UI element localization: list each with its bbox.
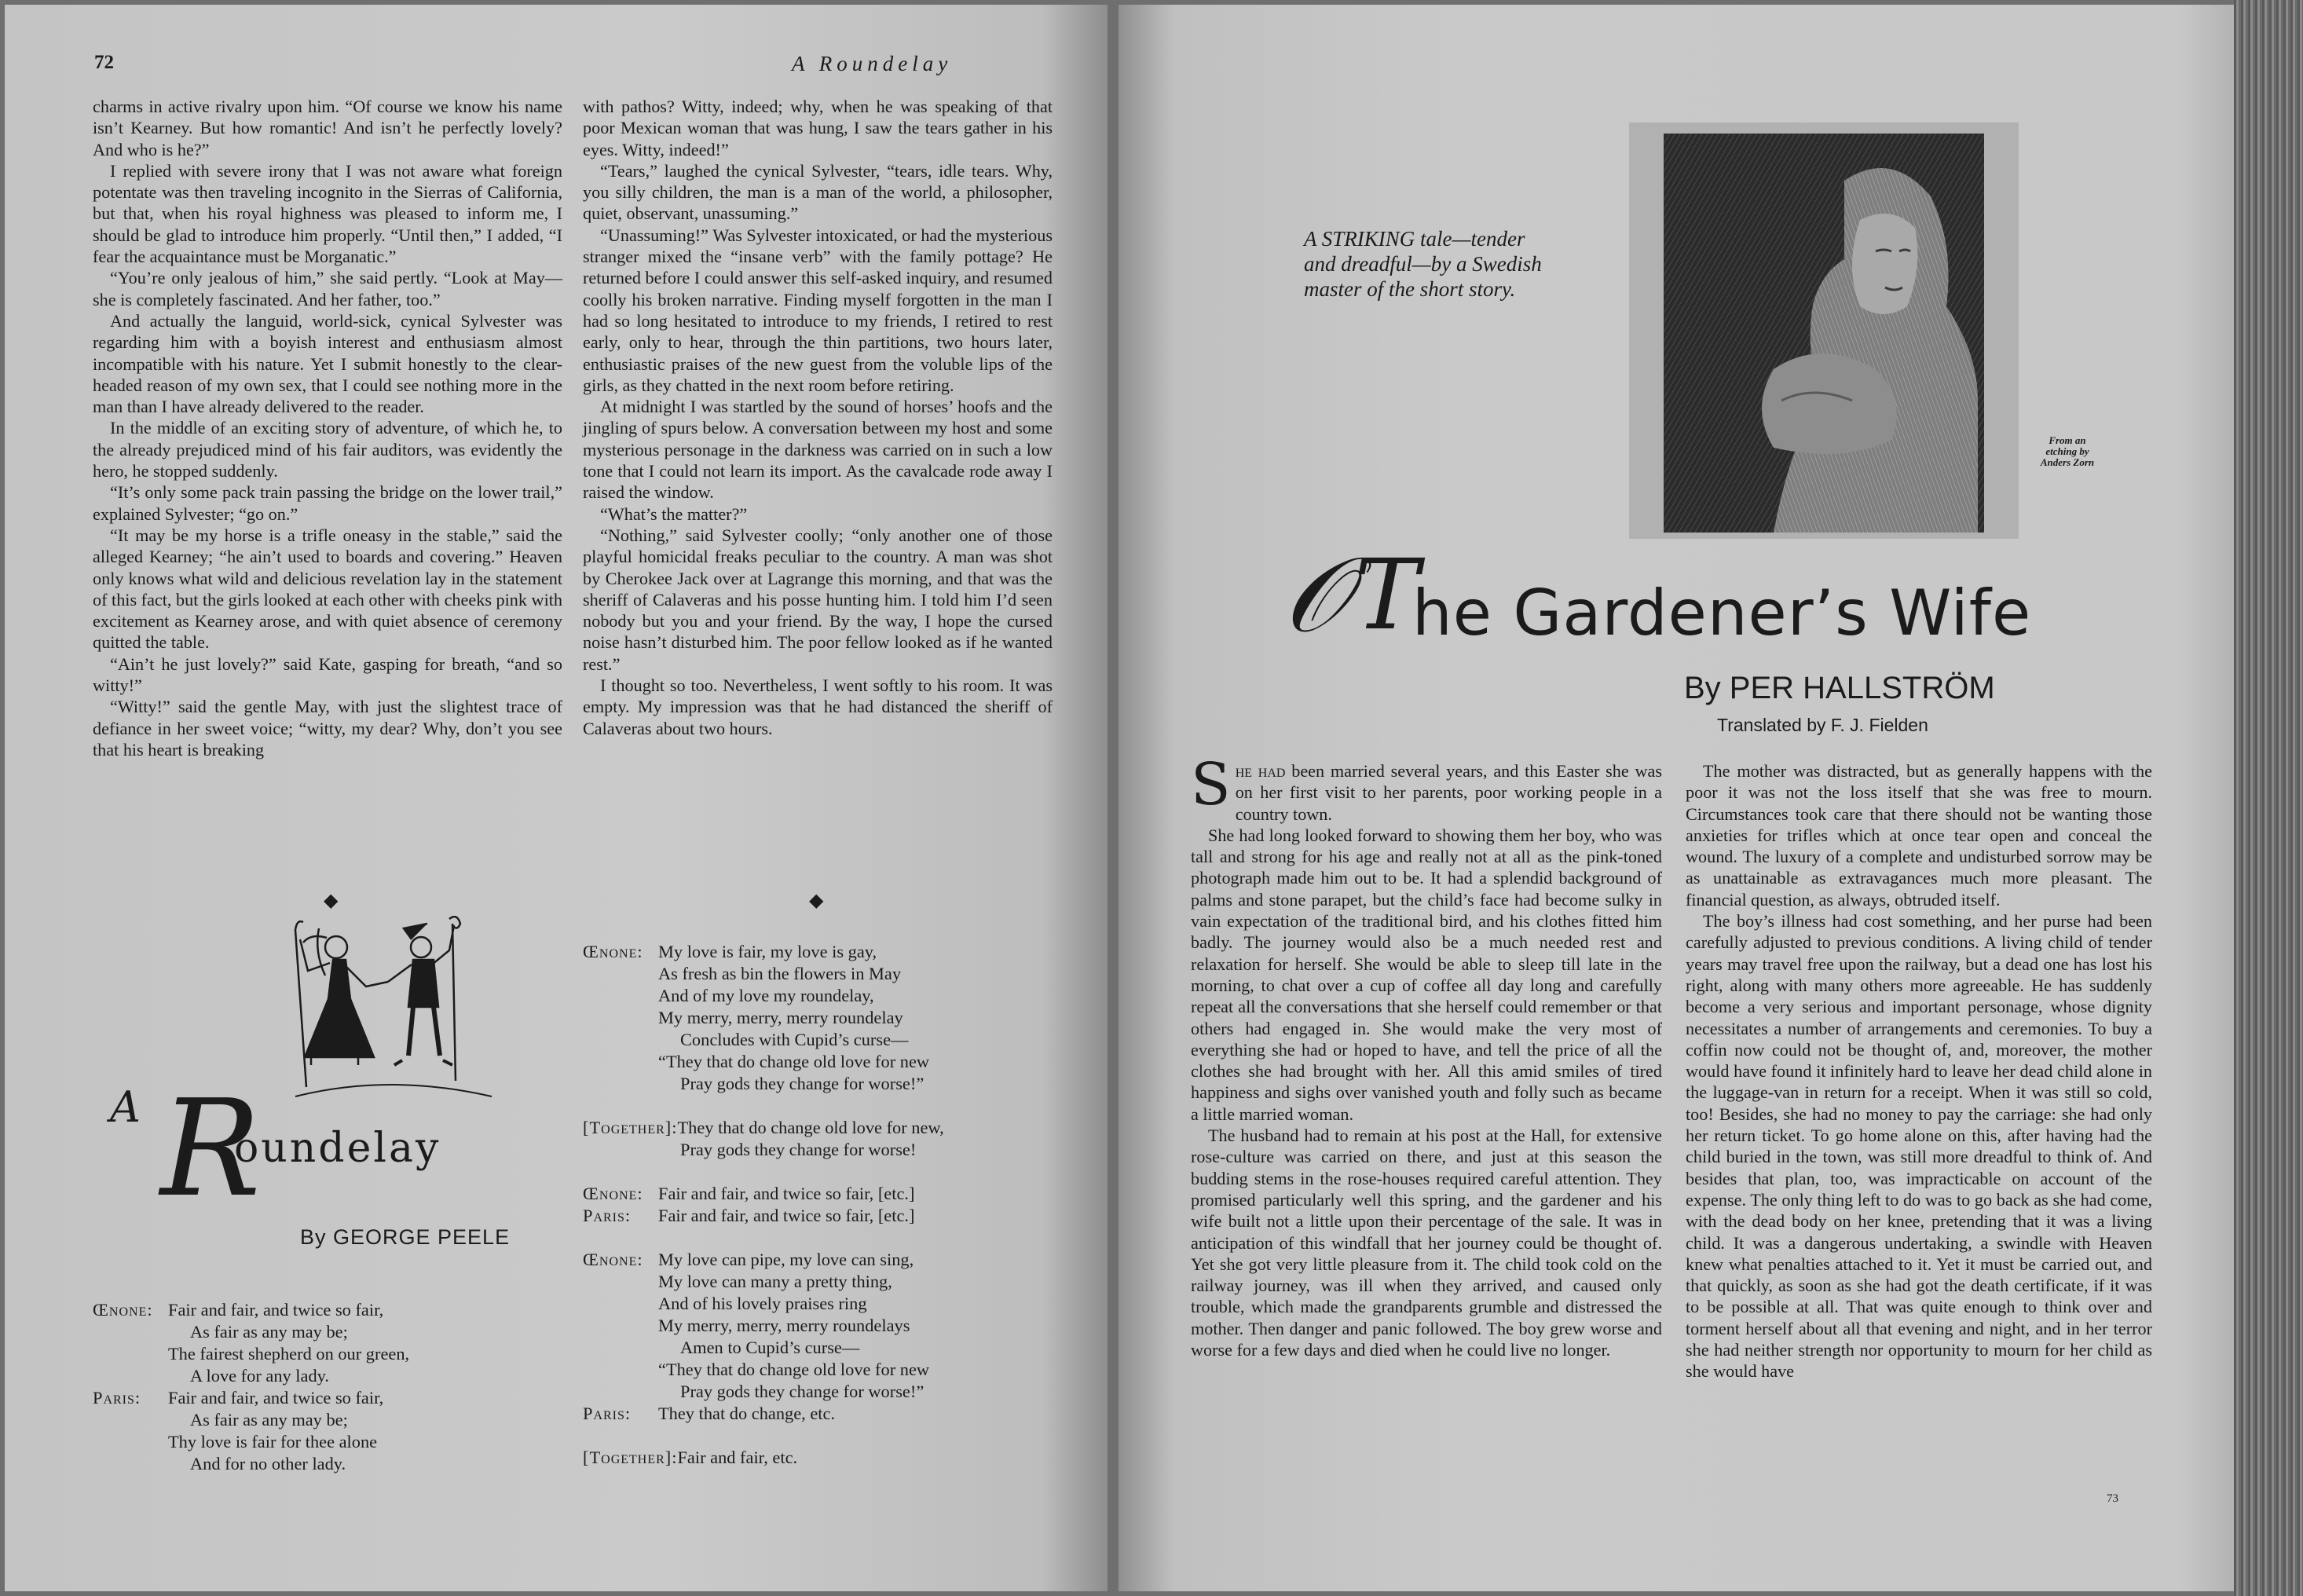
paragraph: “Tears,” laughed the cynical Sylvester, “tears, idle tears. Why, you silly children, the man is a man of the world, a philosopher, quiet, observant, unassuming.”	[583, 160, 1053, 224]
paragraph: “Witty!” said the gentle May, with just the slightest trace of defiance in her sweet voice; “witty, my dear? Why, don’t you see that his heart is breaking	[93, 697, 562, 760]
poem-line	[583, 1051, 1070, 1073]
teaser-line: and dreadful—by a Swedish	[1304, 252, 1542, 276]
poem-right-stanzas	[583, 941, 1070, 1469]
dancing-couple-illustration	[264, 916, 500, 1112]
poem-line	[583, 1381, 1070, 1403]
paragraph: The boy’s illness had cost something, and her purse had been carefully adjusted to previous conditions. A living child of tender years may travel free upon the railway, but a dead one has lost his right, along with many others more agreeable. He has suddenly become a very serious and important personage, whose dignity necessitates a number of arrangements and ceremonies. To buy a coffin now could not be thought of, and, moreover, the mother would have found it infinitely hard to leave her dead child alone in the luggage-van in return for a receipt. When it was still so cold, too! Besides, she had no money to pay the carriage: she had only her return ticket. To go home alone on this, after having had the child buried in the town, was still more dreadful to think of. And besides that plan, too, was impracticable on account of the expense. The only thing left to do was to go back as she had come, with the dead body on her knee, pretending that it was a living child. It was a dangerous undertaking, a swindle with Heaven knew what penalties attached to it. Yet it must be carried out, and that quickly, as soon as she had got the death certificate, if it was to be possible at all. That was quite enough to think over and torment herself about all that evening and night, and in her terror she had neither strength nor opportunity to mourn for her child as she would have	[1686, 911, 2152, 1382]
poem-line	[583, 1425, 1070, 1447]
poem-speaker: [Together]:	[583, 1118, 678, 1137]
poem-text: And of my love my roundelay,	[658, 986, 874, 1005]
poem-speaker: Paris:	[93, 1388, 141, 1407]
poem-line	[583, 1073, 1070, 1095]
poem-line	[583, 1447, 1070, 1469]
poem-line	[583, 1271, 1070, 1293]
poem-line	[583, 1029, 1070, 1051]
paragraph: “Unassuming!” Was Sylvester intoxicated, or had the mysterious stranger mixed the “insane verb” with the family pottage? He returned before I could answer this self-asked inquiry, and resumed coolly his broken narrative. Finding myself forgotten in the man I had so long hesitated to introduce to my friends, I retired to rest early, only to hear, through the thin partitions, two hours later, enthusiastic praises of the new guest from the voluble lips of the girls, as they chatted in the next room before retiring.	[583, 225, 1053, 395]
etching-frame	[1629, 123, 2019, 539]
translator-credit: Translated by F. J. Fielden	[1717, 715, 1928, 735]
poem-speaker: Œnone:	[583, 1184, 643, 1203]
poem-line	[583, 1183, 1070, 1205]
title-initial-t: T	[1354, 539, 1419, 652]
caption-line: etching by	[2045, 445, 2089, 457]
poem-text: They that do change, etc.	[658, 1404, 836, 1423]
paragraph: And actually the languid, world-sick, cynical Sylvester was regarding him with a boyish interest and enthusiasm almost incompatible with his nature. Yet I submit honestly to the clear-headed reason of my own sex, that I could see nothing more in the man than I have already delivered to the reader.	[93, 310, 562, 417]
poem-text: Fair and fair, and twice so fair, [etc.]	[658, 1184, 915, 1203]
poem-text: Fair and fair, and twice so fair, [etc.]	[658, 1206, 915, 1225]
poem-speaker: Œnone:	[93, 1300, 153, 1320]
poem-line	[583, 1315, 1070, 1337]
poem-line	[583, 1205, 1070, 1227]
teaser-line: master of the short story.	[1304, 277, 1516, 301]
paragraph: She had long looked forward to showing them her boy, who was tall and strong for his age and really not at all as the pink-toned photograph made him out to be. It had a splendid background of palms and stone parapet, but the child’s face had become sulky in vain expectation of the traditional bird, and his clothes fitted him badly. The journey would also be a much needed rest and relaxation for herself. She would be able to sleep till late in the morning, to chat over a cup of coffee all day long and carefully repeat all the conversations that she herself could remember or that others had engaged in. She would make the very most of everything she had or hoped to have, and tell the price of all the clothes she had brought with her. All this amid smiles of tired happiness and sighs over vanished youth and folly such as became a little married woman.	[1191, 825, 1662, 1124]
paragraph-text: been married several years, and this Easter she was on her first visit to her parents, poor working people in a country town.	[1235, 761, 1662, 824]
poem-line	[583, 1095, 1070, 1117]
poem-text: A love for any lady.	[190, 1366, 330, 1386]
poem-line	[583, 1117, 1070, 1139]
poem-line	[93, 1453, 533, 1475]
caption-line: From an	[2049, 434, 2086, 446]
poem-text: Thy love is fair for thee alone	[168, 1432, 378, 1451]
poem-title-rest: oundelay	[234, 1125, 441, 1172]
page-number-left: 72	[94, 52, 114, 73]
poem-speaker: Paris:	[583, 1404, 632, 1423]
ornament-diamond-left: ◆	[324, 891, 339, 911]
paragraph: “Ain’t he just lovely?” said Kate, gasping for breath, “and so witty!”	[93, 653, 562, 696]
story-byline: By PER HALLSTRÖM	[1684, 671, 1995, 705]
paragraph: “It may be my horse is a trifle oneasy in the stable,” said the alleged Kearney; “he ain’t used to boards and covering.” Heaven only knows what wild and delicious revelation lay in the statement of this fact, but the girls looked at each other with cheeks pink with excitement as Kearney arose, and with quiet absence of ceremony quitted the table.	[93, 525, 562, 653]
book-page-edges	[2234, 0, 2303, 1596]
poem-text: Fair and fair, and twice so fair,	[168, 1300, 384, 1320]
paragraph: I thought so too. Nevertheless, I went softly to his room. It was empty. My impression was that he had distanced the sheriff of Calaveras about two hours.	[583, 675, 1053, 738]
poem-text: And for no other lady.	[190, 1454, 346, 1473]
poem-text: They that do change old love for new,	[677, 1118, 944, 1137]
poem-text: Pray gods they change for worse!	[680, 1140, 917, 1159]
poem-line	[583, 963, 1070, 985]
poem-line	[583, 1359, 1070, 1381]
poem-text: Fair and fair, and twice so fair,	[168, 1388, 384, 1407]
etching-caption	[2020, 435, 2114, 468]
poem-line	[583, 1161, 1070, 1183]
paragraph: I replied with severe irony that I was not aware what foreign potentate was then traveling incognito in the Sierras of California, but that, when his royal highness was pleased to inform me, I should be glad to introduce him properly. “Until then,” I added, “I fear the acquaintance must be Morganatic.”	[93, 160, 562, 267]
poem-text: The fairest shepherd on our green,	[168, 1344, 410, 1364]
page-number-right: 73	[2107, 1492, 2118, 1505]
paragraph: “It’s only some pack train passing the bridge on the lower trail,” explained Sylvester; “go on.”	[93, 482, 562, 524]
paragraph	[1191, 751, 1662, 825]
poem-text: Pray gods they change for worse!”	[680, 1382, 924, 1401]
poem-author: By GEORGE PEELE	[300, 1225, 511, 1249]
poem-title-initial-r: R	[160, 1071, 261, 1227]
teaser-text	[1304, 226, 1587, 302]
paragraph: with pathos? Witty, indeed; why, when he was speaking of that poor Mexican woman that was hung, I saw the tears gather in his eyes. Witty, indeed!”	[583, 97, 1053, 159]
caption-line: Anders Zorn	[2040, 456, 2095, 468]
poem-line	[93, 1321, 533, 1343]
poem-line	[93, 1409, 533, 1431]
poem-text	[658, 1096, 663, 1115]
ornament-diamond-right: ◆	[809, 891, 824, 911]
poem-line	[583, 1227, 1070, 1249]
poem-text: As fresh as bin the flowers in May	[658, 964, 902, 983]
poem-text: Pray gods they change for worse!”	[680, 1074, 924, 1093]
left-page	[5, 5, 1108, 1591]
poem-line	[93, 1343, 533, 1365]
poem-line	[93, 1387, 533, 1409]
story-title: he Gardener’s Wife	[1412, 577, 2032, 650]
poem-left-stanza	[93, 1299, 533, 1475]
poem-line	[583, 1337, 1070, 1359]
poem-speaker: Œnone:	[583, 942, 643, 961]
poem-line	[583, 1007, 1070, 1029]
poem-line	[93, 1365, 533, 1387]
poem-text: “They that do change old love for new	[658, 1360, 930, 1379]
paragraph: The mother was distracted, but as generally happens with the poor it was not the loss itself that she was free to mourn. Circumstances took care that there should not be wanting those anxieties for trifles which at once tear open and conceal the wound. The luxury of a complete and undisturbed sorrow may be as unattainable as extravagances much more pleasant. The financial question, as always, obtruded itself.	[1686, 761, 2152, 910]
poem-text: Fair and fair, etc.	[677, 1448, 798, 1467]
poem-speaker: Œnone:	[583, 1250, 643, 1269]
right-page	[1119, 5, 2234, 1591]
paragraph: The husband had to remain at his post at the Hall, for extensive rose-culture was carried on there, and just at this season the budding stems in the rose-houses required careful attention. They promised particularly well this spring, and the gardener and his wife built not a little upon their percentage of the sale. It was in anticipation of this windfall that her journey could be thought of. Yet she got very little pleasure from it. The child took cold on the railway journey, was ill when they arrived, and caused only trouble, which made the grandparents grumble and distressed the mother. Then danger and panic followed. The boy grew worse and worse for a few days and died when he could live no longer.	[1191, 1126, 1662, 1360]
poem-text	[658, 1228, 663, 1247]
poem-line	[583, 941, 1070, 963]
teaser-line: A STRIKING tale—tender	[1304, 227, 1525, 251]
lead-in-small-caps: he had	[1235, 761, 1286, 781]
etching-illustration	[1664, 134, 1984, 533]
left-column-1	[93, 96, 562, 760]
poem-line	[93, 1431, 533, 1453]
title-initial-swash: 𝒪	[1283, 535, 1349, 656]
paragraph: In the middle of an exciting story of adventure, of which he, to the already prejudiced mind of his fair auditors, was evidently the hero, he stopped suddenly.	[93, 418, 562, 481]
paragraph: At midnight I was startled by the sound of horses’ hoofs and the jingling of spurs below. A conversation between my host and some mysterious personage in the darkness was carried on in such a low tone that I could not learn its import. As the cavalcade rode away I raised the window.	[583, 397, 1053, 503]
poem-text	[658, 1426, 663, 1445]
story-column-1	[1191, 751, 1662, 1360]
paragraph: “What’s the matter?”	[600, 503, 748, 524]
poem-line	[583, 985, 1070, 1007]
poem-text: Concludes with Cupid’s curse—	[680, 1030, 909, 1049]
poem-line	[583, 1139, 1070, 1161]
poem-line	[93, 1299, 533, 1321]
poem-text: “They that do change old love for new	[658, 1052, 930, 1071]
drop-cap: S	[1191, 751, 1231, 818]
poem-text: As fair as any may be;	[190, 1410, 348, 1429]
poem-line	[583, 1249, 1070, 1271]
left-column-2	[583, 96, 1053, 739]
paragraph: “Nothing,” said Sylvester coolly; “only another one of those playful homicidal freaks peculiar to the country. A man was shot by Cherokee Jack over at Lagrange this morning, and that was the sheriff of Calaveras and his posse hunting him. I told him I’d seen nobody but you and your friend. By the way, I hope the cursed noise hasn’t disturbed him. The poor fellow looked as if he wanted rest.”	[583, 525, 1053, 674]
poem-line	[583, 1403, 1070, 1425]
poem-text: And of his lovely praises ring	[658, 1294, 867, 1313]
poem-speaker: Paris:	[583, 1206, 632, 1225]
poem-line	[583, 1293, 1070, 1315]
poem-text: As fair as any may be;	[190, 1322, 348, 1342]
paragraph: charms in active rivalry upon him. “Of course we know his name isn’t Kearney. But how romantic! And isn’t he perfectly lovely? And who is he?”	[93, 97, 562, 159]
poem-title-initial-a: A	[110, 1082, 141, 1132]
paragraph: “You’re only jealous of him,” she said pertly. “Look at May—she is completely fascinated. And her father, too.”	[93, 268, 562, 309]
running-head: A Roundelay	[792, 52, 953, 75]
poem-text: My love can pipe, my love can sing,	[658, 1250, 914, 1269]
poem-text	[658, 1162, 663, 1181]
story-column-2	[1686, 760, 2152, 1382]
poem-text: My merry, merry, merry roundelays	[658, 1316, 910, 1335]
poem-text: Amen to Cupid’s curse—	[680, 1338, 860, 1357]
poem-text: My merry, merry, merry roundelay	[658, 1008, 903, 1027]
poem-text: My love is fair, my love is gay,	[658, 942, 877, 961]
poem-speaker: [Together]:	[583, 1448, 678, 1467]
poem-text: My love can many a pretty thing,	[658, 1272, 892, 1291]
